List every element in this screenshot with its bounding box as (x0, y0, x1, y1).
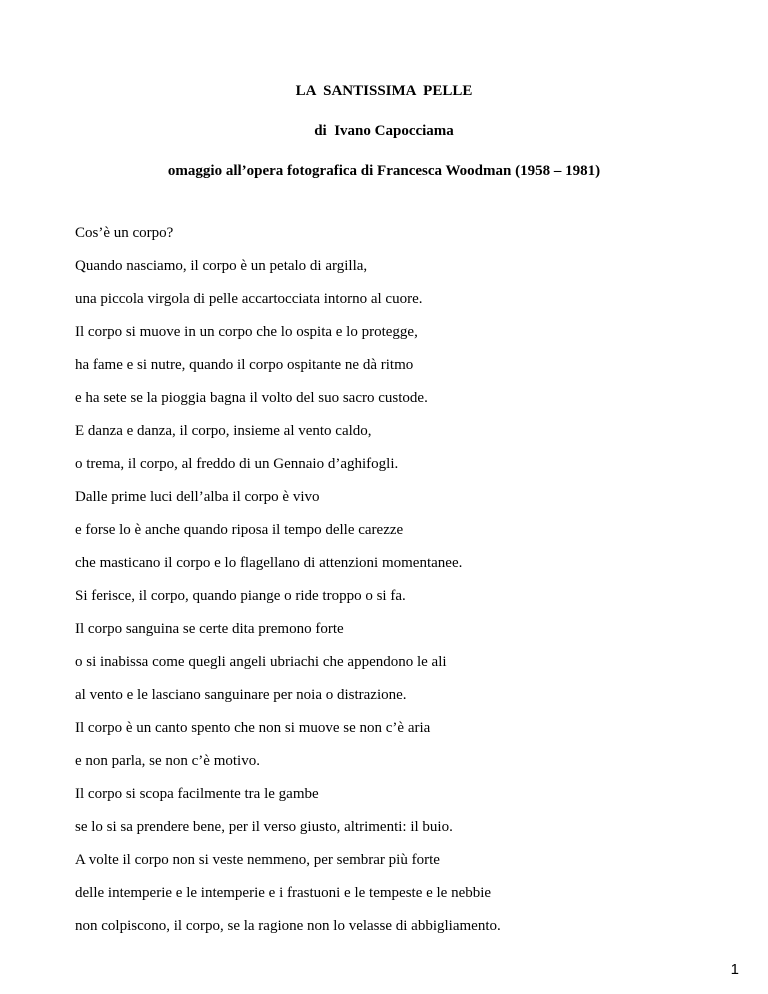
poem-line: Si ferisce, il corpo, quando piange o ride troppo o si fa. (75, 588, 406, 604)
poem-line: o si inabissa come quegli angeli ubriachi che appendono le ali (75, 654, 447, 670)
poem-line: delle intemperie e le intemperie e i frastuoni e le tempeste e le nebbie (75, 885, 492, 901)
poem-line: E danza e danza, il corpo, insieme al vento caldo, (75, 423, 372, 439)
poem-line: una piccola virgola di pelle accartocciata intorno al cuore. (75, 291, 423, 307)
page-number: 1 (730, 961, 739, 978)
poem-line: non colpiscono, il corpo, se la ragione non lo velasse di abbigliamento. (75, 918, 501, 934)
poem-line: Il corpo sanguina se certe dita premono forte (75, 621, 344, 637)
poem-line: Il corpo si scopa facilmente tra le gambe (75, 786, 319, 802)
author-line: di Ivano Capocciama (314, 123, 454, 139)
poem-line: se lo si sa prendere bene, per il verso giusto, altrimenti: il buio. (75, 819, 453, 835)
poem-line: o trema, il corpo, al freddo di un Gennaio d’aghifogli. (75, 456, 399, 472)
poem-line: e non parla, se non c’è motivo. (75, 753, 260, 769)
poem-line: che masticano il corpo e lo flagellano di attenzioni momentanee. (75, 555, 463, 571)
poem-line: Quando nasciamo, il corpo è un petalo di argilla, (75, 258, 368, 274)
poem-line: e forse lo è anche quando riposa il tempo delle carezze (75, 522, 404, 538)
poem-line: e ha sete se la pioggia bagna il volto del suo sacro custode. (75, 390, 428, 406)
dedication: omaggio all’opera fotografica di Francesca Woodman (1958 – 1981) (167, 163, 601, 179)
poem-line: A volte il corpo non si veste nemmeno, per sembrar più forte (75, 852, 440, 868)
poem-line: ha fame e si nutre, quando il corpo ospitante ne dà ritmo (75, 357, 414, 373)
poem-line: Il corpo è un canto spento che non si muove se non c’è aria (75, 720, 431, 736)
poem-line: Il corpo si muove in un corpo che lo ospita e lo protegge, (75, 324, 418, 340)
poem-title: LA SANTISSIMA PELLE (295, 83, 473, 99)
poem-line: al vento e le lasciano sanguinare per noia o distrazione. (75, 687, 407, 703)
poem-body (75, 224, 735, 950)
poem-line: Dalle prime luci dell’alba il corpo è vivo (75, 489, 320, 505)
poem-line: Cos’è un corpo? (75, 225, 174, 241)
